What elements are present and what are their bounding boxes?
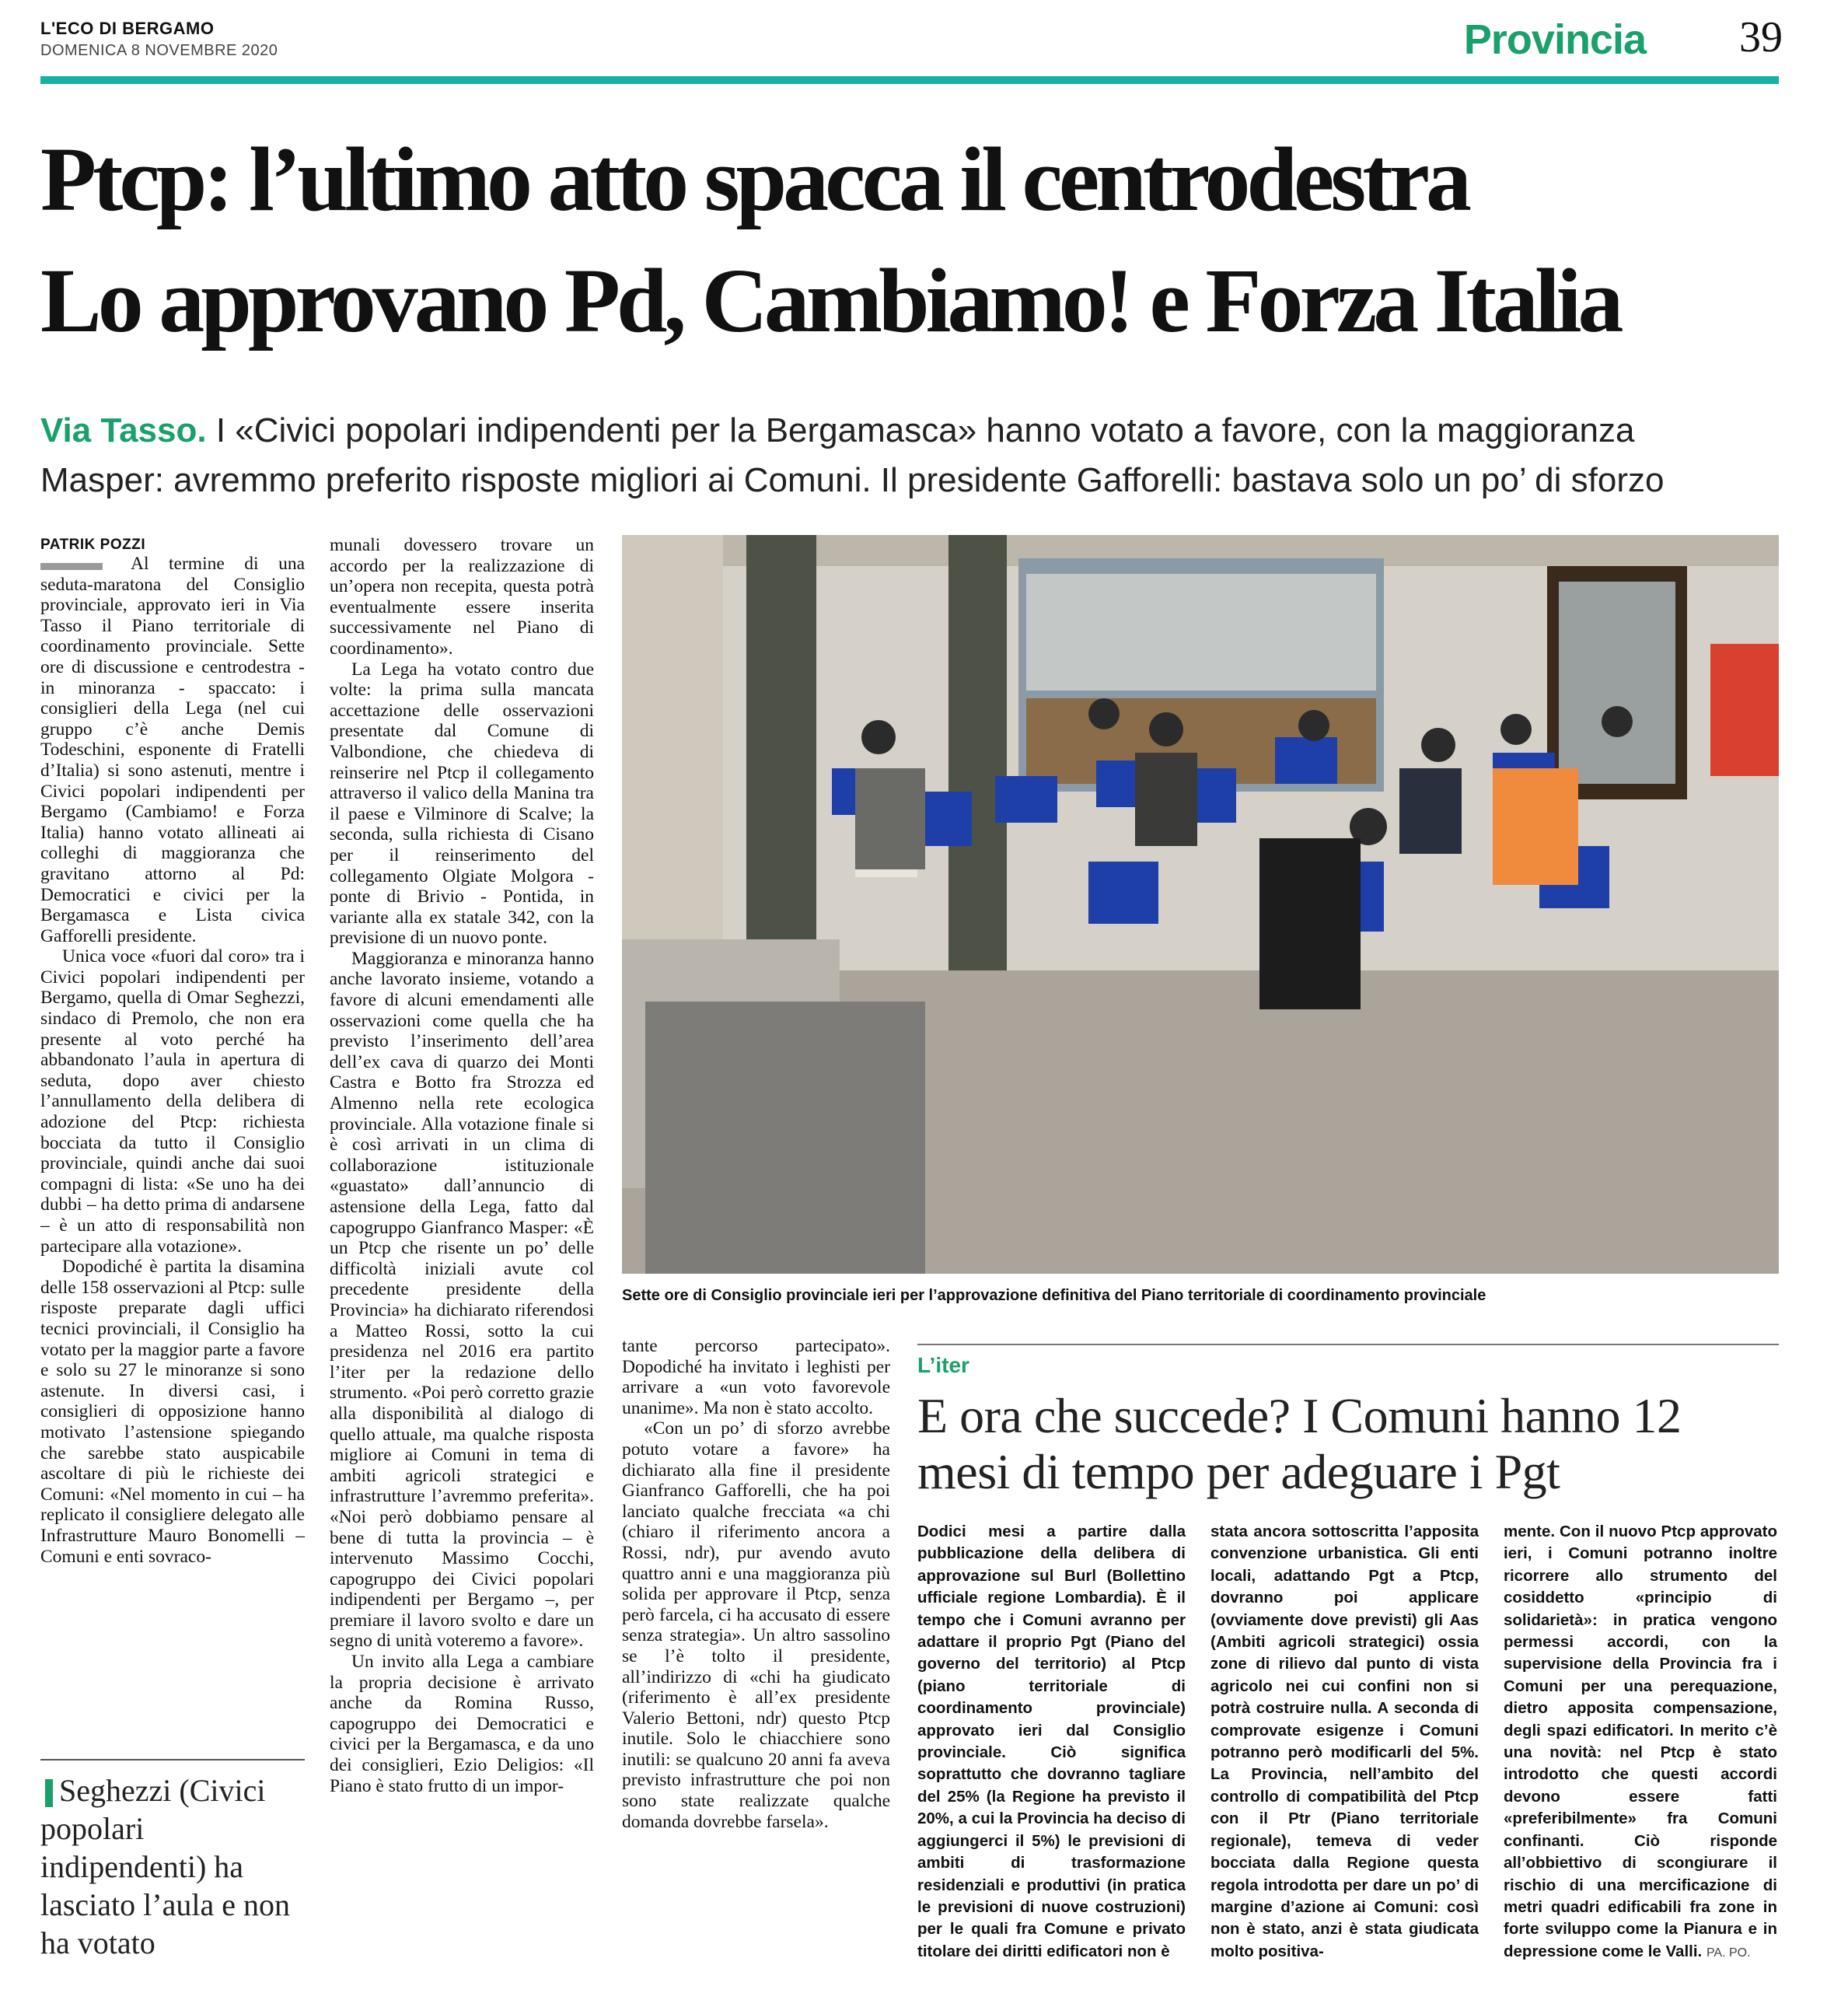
sidebar-column-3 (1504, 1521, 1777, 1964)
article-column-1 (40, 554, 305, 1567)
article-paragraph: Un invito alla Lega a cambiare la propria decisione è arrivato anche da Romina Russo, capogruppo dei Democratici e civici per la Bergamasca, e da uno dei consiglieri, Ezio Deligios: «Il Piano è stato frutto di un impor- (330, 1652, 594, 1796)
pullquote-rule (40, 1759, 305, 1760)
pullquote: Seghezzi (Civici popolari indipendenti) ha lasciato l’aula e non ha votato (40, 1773, 290, 1960)
sidebar-label: L’iter (917, 1353, 969, 1377)
article-paragraph: munali dovessero trovare un accordo per la realizzazione di un’opera non recepita, questa potrà eventualmente essere inserita successivamente nel Piano di coordinamento». (330, 535, 594, 659)
article-paragraph: Dopodiché è partita la disamina delle 158 osservazioni al Ptcp: sulle risposte preparate dagli uffici tecnici provinciali, il Consiglio ha votato per la maggior parte a favore e solo su 27 le minoranze si sono astenute. In diversi casi, i consiglieri di opposizione hanno motivato l’astensione spiegando che sarebbe stato auspicabile ascoltare di più le richieste dei Comuni: «Nel momento in cui – ha replicato il consigliere delegato alle Infrastrutture Mauro Bonomelli – Comuni e enti sovraco- (40, 1257, 305, 1567)
photo-caption: Sette ore di Consiglio provinciale ieri per l’approvazione definitiva del Piano territoriale di coordinamento provinciale (622, 1287, 1486, 1304)
subhead-kicker: Via Tasso. (40, 411, 207, 449)
article-paragraph: «Con un po’ di sforzo avrebbe potuto votare a favore» ha dichiarato alla fine il presidente Gianfranco Gafforelli, che ha poi lanciato qualche frecciata «a chi (chiaro il riferimento ancora a Rossi, ndr), pur avendo avuto quattro anni e una maggioranza più solida per approvare il Ptcp, senza però farcela, ci ha accusato di essere senza strategia». Un altro sassolino se l’è tolto il presidente, all’indirizzo di «chi ha giudicato (riferimento è all’ex presidente Valerio Bettoni, ndr) questo Ptcp inutile. Solo le chiacchiere sono inutili: se qualcuno 20 anni fa aveva previsto infrastrutture che poi non sono state realizzate qualche domanda dovrebbe farsela». (622, 1418, 890, 1832)
sidebar-headline: E ora che succede? I Comuni hanno 12 mesi di tempo per adeguare i Pgt (917, 1388, 1682, 1499)
subhead-line-2: Masper: avremmo preferito risposte migliori ai Comuni. Il presidente Gafforelli: bastava solo un po’ di sforzo (40, 461, 1665, 499)
headline-line-2: Lo approvano Pd, Cambiamo! e Forza Italia (40, 250, 1620, 351)
article-paragraph: Unica voce «fuori dal coro» tra i Civici popolari indipendenti per Bergamo, quella di Omar Seghezzi, sindaco di Premolo, che non era presente al voto perché ha abbandonato l’aula in apertura di seduta, dopo aver chiesto l’annullamento della delibera di adozione del Ptcp: richiesta bocciata da tutto il Consiglio provinciale, quindi anche dai suoi compagni di lista: «Se uno ha dei dubbi – ha detto prima di andarsene – è un atto di responsabilità non partecipare alla votazione». (40, 946, 305, 1257)
subhead-line-1-text: I «Civici popolari indipendenti per la Bergamasca» hanno votato a favore, con la maggioranza (206, 411, 1635, 449)
sidebar-signature: PA. PO. (1706, 1946, 1751, 1960)
top-rule (40, 76, 1779, 84)
article-column-2 (330, 535, 594, 1796)
article-paragraph: Al termine di una seduta-maratona del Consiglio provinciale, approvato ieri in Via Tasso il Piano territoriale di coordinamento provinciale. Sette ore di discussione e centrodestra - in minoranza - spaccato: i consiglieri della Lega (nel cui gruppo c’è anche Demis Todeschini, esponente di Fratelli d’Italia) si sono astenuti, mentre i Civici popolari indipendenti per Bergamo (Cambiamo! e Forza Italia) hanno votato allineati ai colleghi di maggioranza che gravitano attorno al Pd: Democratici e civici per la Bergamasca e Lista civica Gafforelli presidente. (40, 554, 305, 946)
sidebar-rule (917, 1344, 1779, 1345)
article-paragraph: Maggioranza e minoranza hanno anche lavorato insieme, votando a favore di alcuni emendamenti alle osservazioni come quella che ha previsto l’inserimento dell’area dell’ex cava di quarzo dei Monti Castra e Botto fra Strozza ed Almenno nella rete ecologica provinciale. Alla votazione finale si è così arrivati in un clima di collaborazione istituzionale «guastato» dall’annuncio di astensione della Lega, fatto dal capogruppo Gianfranco Masper: «È un Ptcp che risente un po’ delle difficoltà iniziali avute col precedente presidente della Provincia» ha dichiarato riferendosi a Matteo Rossi, sotto la cui presidenza nel 2016 era partito l’iter per la redazione dello strumento. «Poi però corretto grazie alla disponibilità al dialogo di quello attuale, ma qualche risposta migliore ai Comuni in tema di ambiti agricoli strategici e infrastrutture l’avremmo preferita». «Noi però dobbiamo pensare al bene di tutta la provincia – è intervenuto Massimo Cocchi, capogruppo dei Civici popolari indipendenti per Bergamo –, per premiare il lavoro svolto e dare un segno di unità voteremo a favore». (330, 948, 594, 1652)
article-paragraph: tante percorso partecipato». Dopodiché ha invitato i leghisti per arrivare a «un voto favorevole unanime». Ma non è stato accolto. (622, 1336, 890, 1418)
subhead-line-1 (40, 407, 1790, 454)
sidebar-column-2 (1210, 1521, 1479, 1963)
council-meeting-photo (622, 535, 1779, 1274)
article-column-3 (622, 1336, 890, 1832)
issue-date: DOMENICA 8 NOVEMBRE 2020 (40, 42, 278, 59)
page-number: 39 (1739, 13, 1783, 61)
section-title: Provincia (1463, 16, 1646, 63)
newspaper-name: L'ECO DI BERGAMO (40, 19, 215, 38)
sidebar-column-1 (917, 1521, 1186, 1963)
article-paragraph: La Lega ha votato contro due volte: la prima sulla mancata accettazione delle osservazioni presentate dal Comune di Valbondione, che chiedeva di reinserire nel Ptcp il collegamento attraverso il valico della Manina tra il paese e Vilminore di Scalve; la seconda, sulla richiesta di Cisano per il reinserimento del collegamento Olgiate Molgora - ponte di Brivio - Pontida, in variante alla ex statale 342, con la previsione di un nuovo ponte. (330, 659, 594, 949)
sidebar-paragraph: Dodici mesi a partire dalla pubblicazione della delibera di approvazione sul Burl (Bollettino ufficiale regione Lombardia). È il tempo che i Comuni avranno per adattare il proprio Pgt (Piano del governo del territorio) al Ptcp (piano territoriale di coordinamento provinciale) approvato ieri dal Consiglio provinciale. Ciò significa soprattutto che dovranno tagliare del 25% (la Regione ha previsto il 20%, a cui la Provincia ha deciso di aggiungerci il 5%) le previsioni di ambiti di trasformazione residenziali e produttivi (in pratica le previsioni di nuove costruzioni) per le quali fra Comune e privato titolare dei diritti edificatori non è (917, 1523, 1186, 1960)
sidebar-paragraph: stata ancora sottoscritta l’apposita convenzione urbanistica. Gli enti locali, adattando Pgt a Ptcp, dovranno poi applicare (ovviamente dove previsti) gli Aas (Ambiti agricoli strategici) ossia zone di rilievo dal punto di vista agricolo nei cui confini non si potrà costruire nulla. A seconda di comprovate esigenze i Comuni potranno però modificarli del 5%. La Provincia, nell’ambito del controllo di compatibilità del Ptcp con il Ptr (Piano territoriale regionale), temeva di veder bocciata dalla Regione questa regola introdotta per dare un po’ di margine d’azione ai Comuni: così non è stato, anzi è stata giudicata molto positiva- (1210, 1523, 1479, 1960)
sidebar-paragraph: mente. Con il nuovo Ptcp approvato ieri, i Comuni potranno inoltre ricorrere allo strumento del cosiddetto «principio di solidarietà»: in pratica vengono permessi accordi, con la supervisione della Provincia fra i Comuni per una perequazione, dietro apposita compensazione, degli spazi edificatori. In merito c’è una novità: nel Ptcp è stato introdotto che questi accordi devono essere fatti «preferibilmente» fra Comuni confinanti. Ciò risponde all’obbiettivo di scongiurare il rischio di una mercificazione di metri quadri edificabili fra zone in forte sviluppo come la Pianura e in depressione come le Valli. (1504, 1523, 1777, 1960)
byline: PATRIK POZZI (40, 537, 146, 553)
headline-line-1: Ptcp: l’ultimo atto spacca il centrodestra (40, 128, 1468, 230)
